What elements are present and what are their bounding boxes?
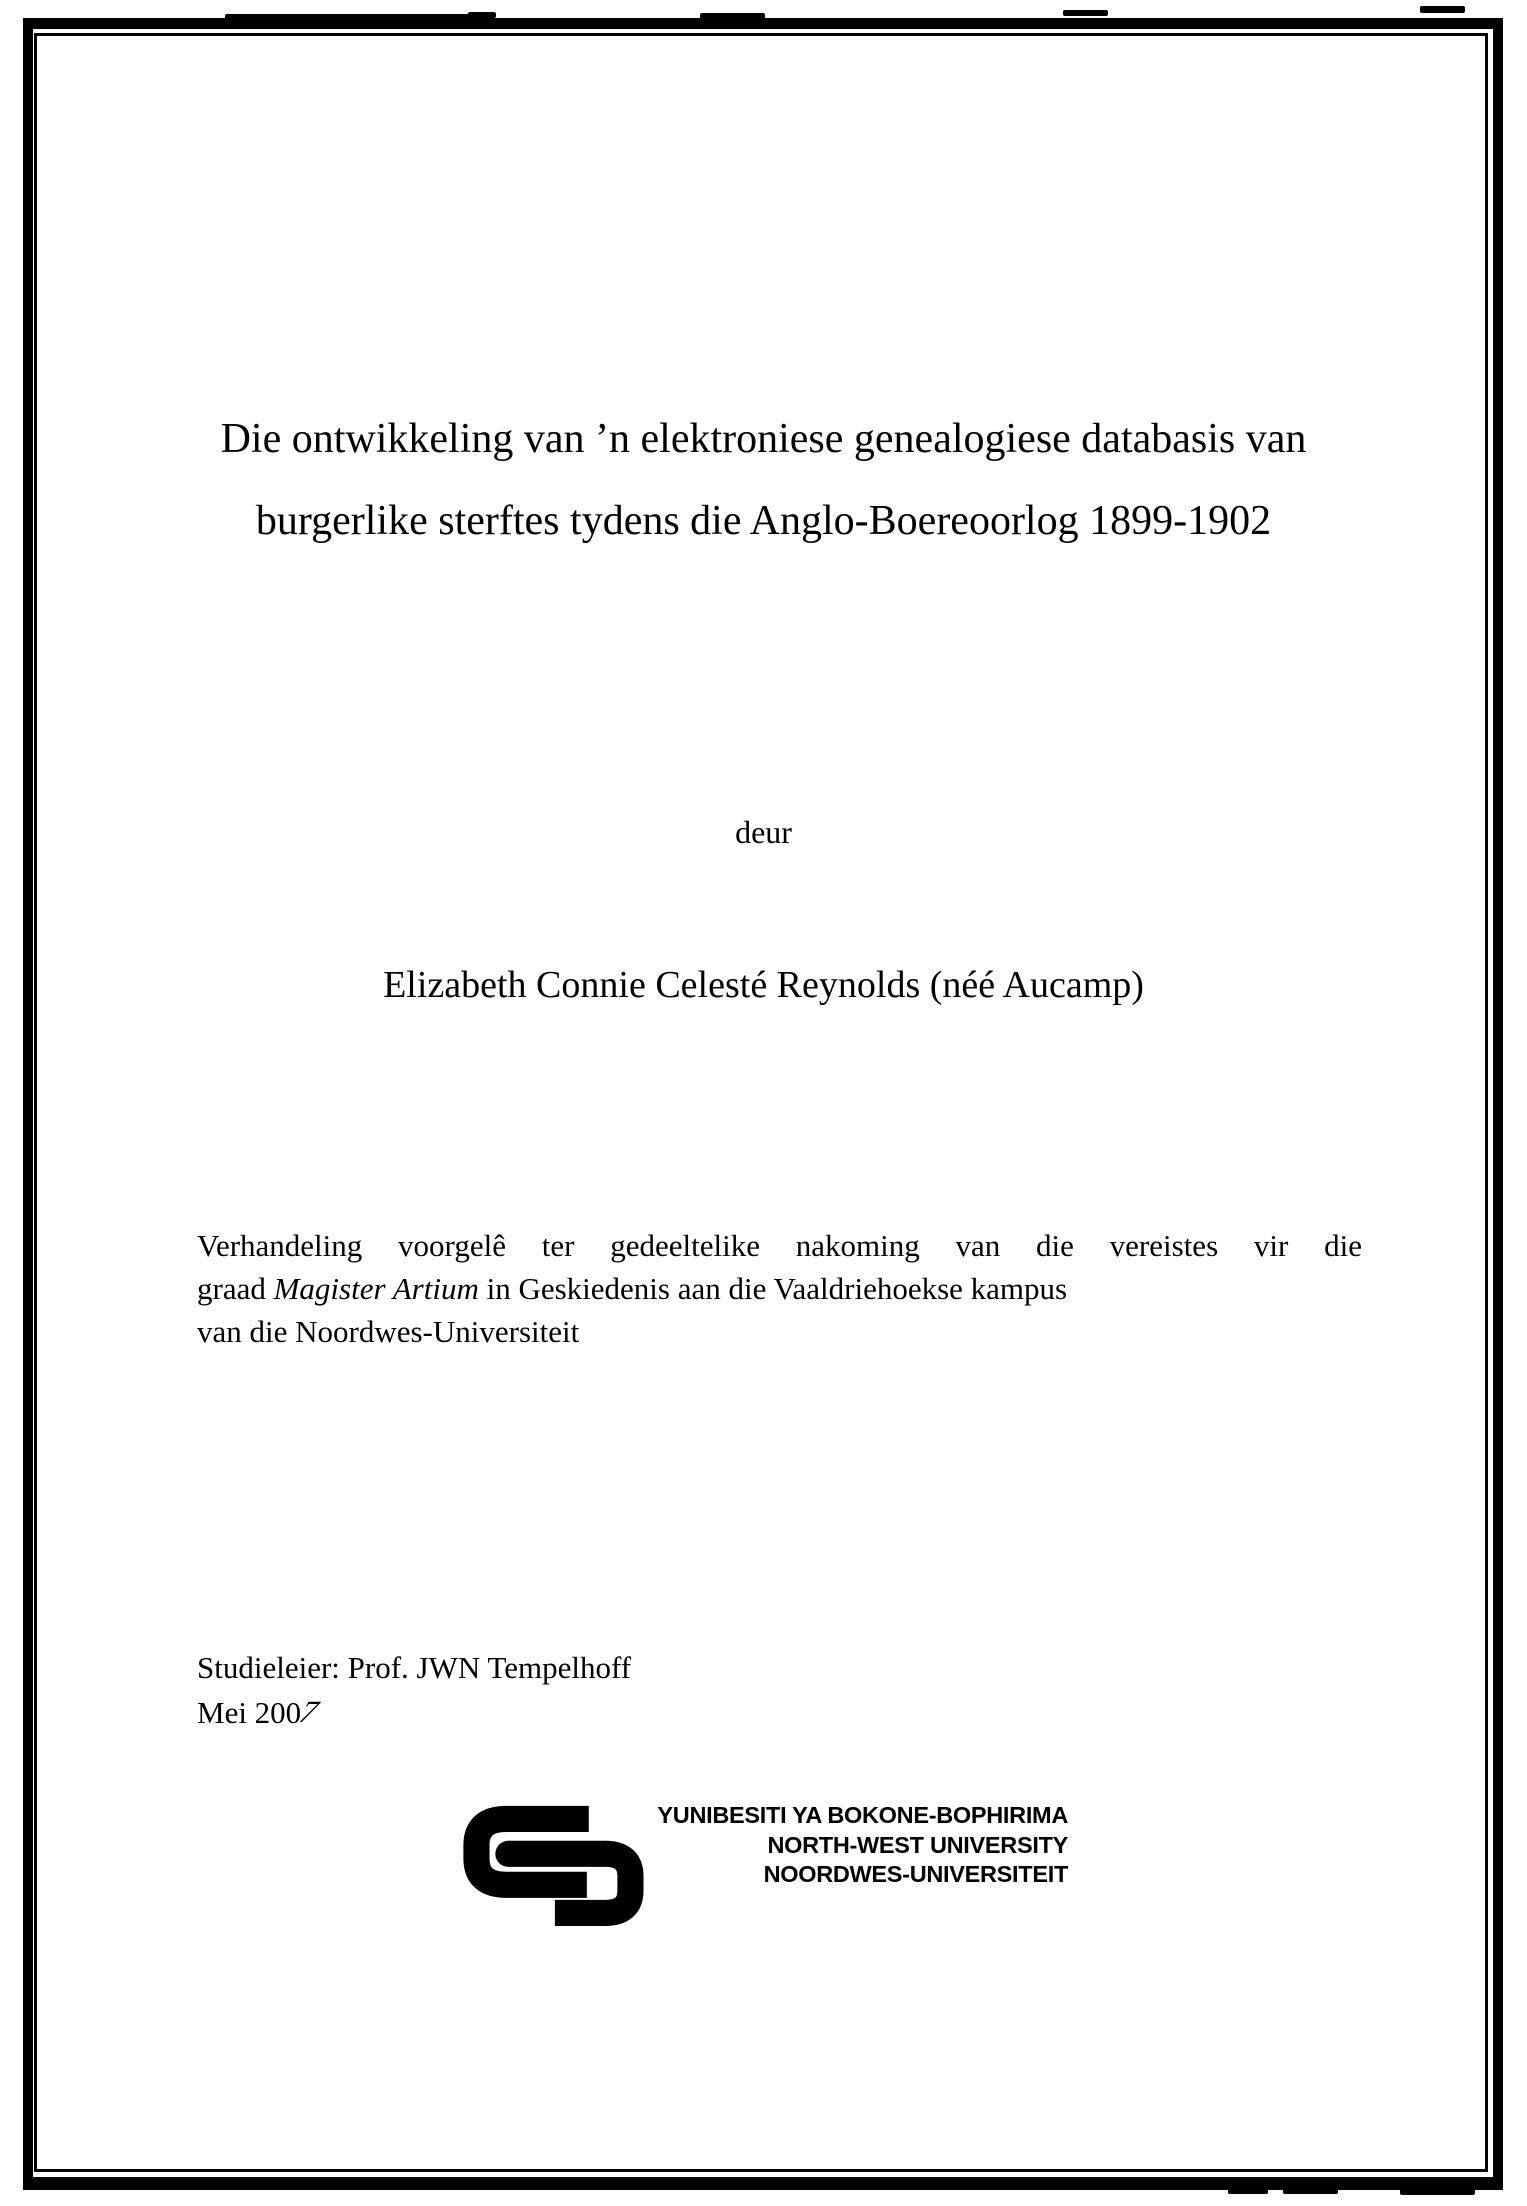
degree-statement-line3: van die Noordwes-Universiteit bbox=[197, 1314, 580, 1349]
date-prefix: Mei 200 bbox=[197, 1695, 302, 1730]
thesis-title bbox=[80, 398, 1447, 562]
degree-statement bbox=[197, 1224, 1362, 1353]
date-line bbox=[197, 1690, 631, 1735]
logo-text-english: NORTH-WEST UNIVERSITY bbox=[767, 1831, 1068, 1858]
logo-text-setswana: YUNIBESITI YA BOKONE-BOPHIRIMA bbox=[657, 1802, 1068, 1828]
logo-text-afrikaans: NOORDWES-UNIVERSITEIT bbox=[763, 1861, 1068, 1887]
thesis-title-line2: burgerlike sterftes tydens die Anglo-Boereoorlog 1899-1902 bbox=[255, 498, 1272, 544]
degree-statement-line2-post: in Geskiedenis aan die Vaaldriehoekse kampus bbox=[478, 1271, 1068, 1306]
degree-statement-line2-pre: graad bbox=[197, 1271, 274, 1306]
supervisor-block bbox=[197, 1645, 631, 1735]
supervisor-line: Studieleier: Prof. JWN Tempelhoff bbox=[197, 1650, 632, 1685]
university-logo-text bbox=[588, 1801, 1068, 1890]
degree-statement-line2 bbox=[197, 1267, 1362, 1310]
degree-statement-line1: Verhandeling voorgelê ter gedeeltelike nakoming van die vereistes vir die bbox=[197, 1228, 1362, 1263]
date-last-digit: 7 bbox=[295, 1694, 323, 1729]
author-name: Elizabeth Connie Celesté Reynolds (néé Aucamp) bbox=[383, 964, 1144, 1006]
scan-artifact bbox=[1063, 10, 1108, 16]
byline-label: deur bbox=[735, 814, 792, 850]
thesis-title-line1: Die ontwikkeling van ’n elektroniese genealogiese databasis van bbox=[220, 416, 1307, 462]
scan-artifact bbox=[1420, 6, 1465, 13]
degree-name-italic: Magister Artium bbox=[273, 1271, 479, 1306]
